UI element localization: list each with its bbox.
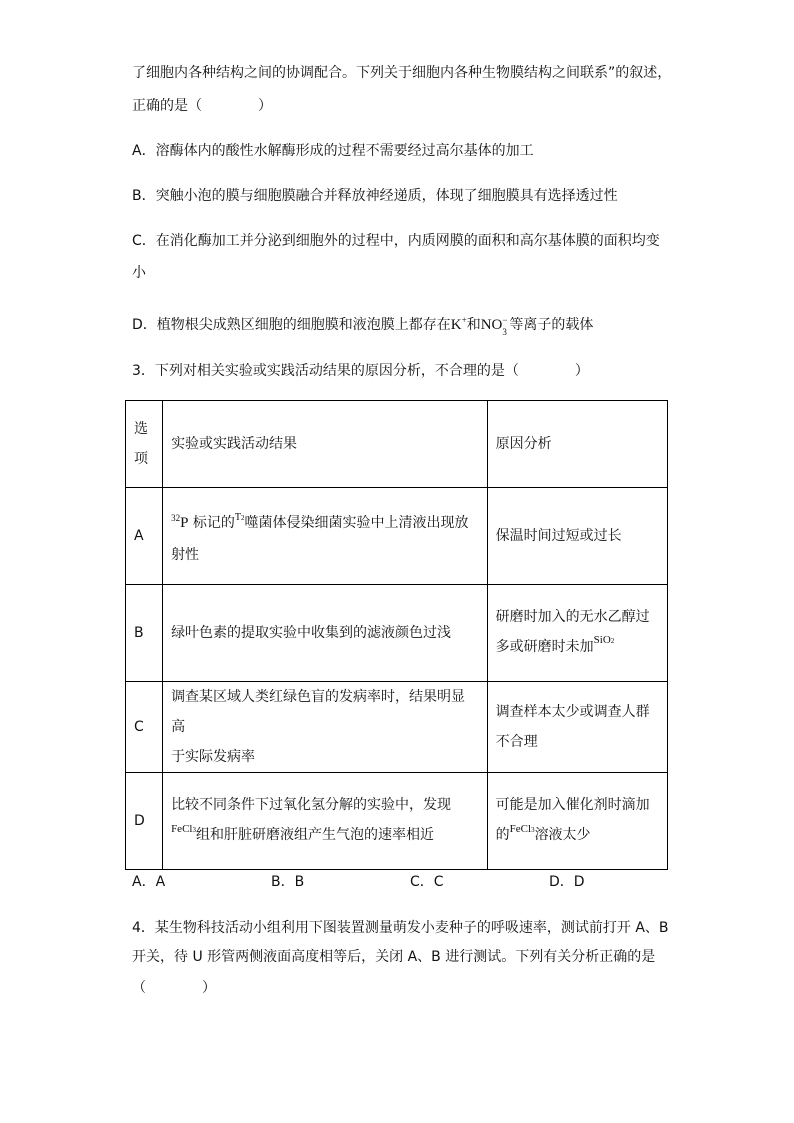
q2-option-d-prefix: D．植物根尖成熟区细胞的细胞膜和液泡膜上都存在 — [132, 317, 451, 333]
table-row — [126, 682, 668, 773]
potassium-ion: K+ — [450, 315, 467, 333]
q2-option-d-and: 和 — [466, 317, 481, 333]
q3-option-a: A．A — [132, 874, 166, 890]
header-option-cell: 选 项 — [126, 401, 163, 488]
table-header-row — [126, 401, 668, 488]
q2-option-c-line1: C．在消化酶加工并分泌到细胞外的过程中，内质网膜的面积和高尔基体膜的面积均变 — [132, 233, 660, 249]
table-row — [126, 585, 668, 682]
row-cause: 可能是加入催化剂时滴加 的$^{FeCl3}$溶液太少 — [487, 773, 667, 870]
q3-option-c: C．C — [410, 874, 444, 890]
q4-stem-line3: （ ） — [132, 980, 216, 996]
q3-option-d: D．D — [549, 874, 585, 890]
q3-table — [125, 400, 668, 870]
q2-option-d-suffix: 等离子的载体 — [509, 317, 594, 333]
table-row — [126, 488, 668, 585]
q2-option-a: A．溶酶体内的酸性水解酶形成的过程不需要经过高尔基体的加工 — [132, 143, 534, 159]
row-label: C — [126, 682, 163, 773]
q4-stem-line1: 4．某生物科技活动小组利用下图装置测量萌发小麦种子的呼吸速率，测试前打开 A、B — [132, 920, 669, 936]
row-cause: 调查样本太少或调查人群 不合理 — [487, 682, 667, 773]
fecl3-formula: FeCl3 — [171, 823, 196, 835]
row-label: D — [126, 773, 163, 870]
row-result: 调查某区域人类红绿色盲的发病率时，结果明显高 于实际发病率 — [163, 682, 488, 773]
row-label: B — [126, 585, 163, 682]
q2-stem-line1: 了细胞内各种结构之间的协调配合。下列关于细胞内各种生物膜结构之间联系”的叙述， — [132, 65, 672, 81]
q4-stem-line2: 开关，待 U 形管两侧液面高度相等后，关闭 A、B 进行测试。下列有关分析正确的是 — [132, 949, 656, 965]
q2-option-b: B．突触小泡的膜与细胞膜融合并释放神经递质，体现了细胞膜具有选择透过性 — [132, 188, 618, 204]
table-row — [126, 773, 668, 870]
header-result-cell: 实验或实践活动结果 — [163, 401, 488, 488]
header-cause-cell: 原因分析 — [487, 401, 667, 488]
fecl3-formula: FeCl3 — [509, 823, 535, 835]
t2-phage: T2 — [234, 511, 245, 523]
q2-option-d — [132, 309, 593, 336]
p32-isotope: $^{32}$P — [171, 512, 189, 531]
q3-stem: 3．下列对相关实验或实践活动结果的原因分析，不合理的是（ ） — [132, 363, 589, 379]
row-result: 绿叶色素的提取实验中收集到的滤液颜色过浅 — [163, 585, 488, 682]
row-result: 比较不同条件下过氧化氢分解的实验中，发现 $^{FeCl3}$组和肝脏研磨液组产生气泡的速率相近 — [163, 773, 488, 870]
row-cause: 保温时间过短或过长 — [487, 488, 667, 585]
row-result: $^{32}$P 标记的$^{T2}$噬菌体侵染细菌实验中上清液出现放 射性 — [163, 488, 488, 585]
q3-option-b: B．B — [271, 874, 305, 890]
row-cause: 研磨时加入的无水乙醇过 多或研磨时未加$^{SiO2}$ — [487, 585, 667, 682]
q2-option-c-line2: 小 — [132, 265, 146, 281]
nitrate-ion: NO − 3 — [480, 315, 508, 337]
row-label: A — [126, 488, 163, 585]
sio2-formula: SiO2 — [593, 634, 615, 646]
q2-stem-line2: 正确的是（ ） — [132, 98, 272, 114]
